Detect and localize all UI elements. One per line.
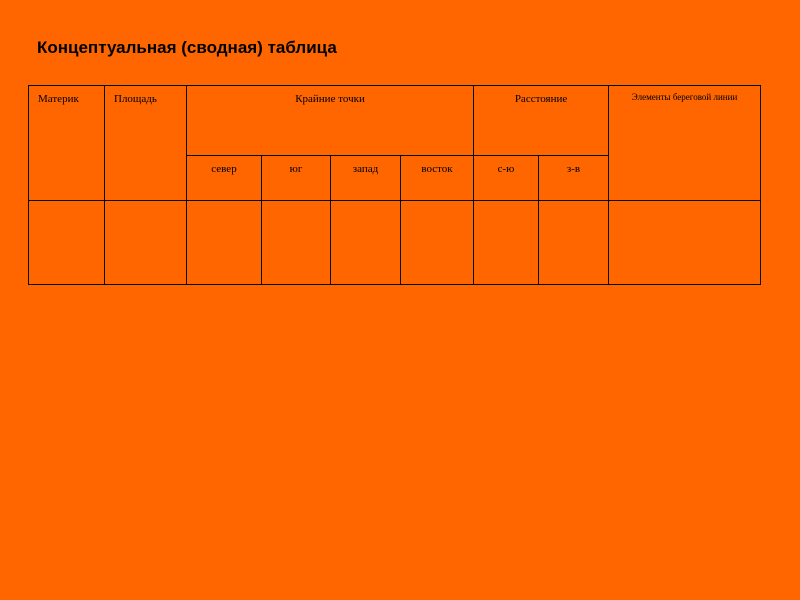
subheader-north-south: с-ю [474,156,539,201]
subheader-west-east: з-в [539,156,609,201]
table-cell [331,201,401,285]
table-cell [187,201,262,285]
subheader-east: восток [401,156,474,201]
header-coastline: Элементы береговой линии [609,86,761,201]
table-cell [474,201,539,285]
page-title: Концептуальная (сводная) таблица [37,38,337,57]
table-cell [401,201,474,285]
table-cell [29,201,105,285]
table-cell [262,201,331,285]
header-area: Площадь [105,86,187,201]
header-continent: Материк [29,86,105,201]
header-row [29,86,761,156]
subheader-west: запад [331,156,401,201]
table-cell [609,201,761,285]
subheader-south: юг [262,156,331,201]
header-distance: Расстояние [474,86,609,156]
table-cell [539,201,609,285]
subheader-north: север [187,156,262,201]
table-row [29,201,761,285]
summary-table [28,85,761,285]
header-extreme-points: Крайние точки [187,86,474,156]
table-cell [105,201,187,285]
